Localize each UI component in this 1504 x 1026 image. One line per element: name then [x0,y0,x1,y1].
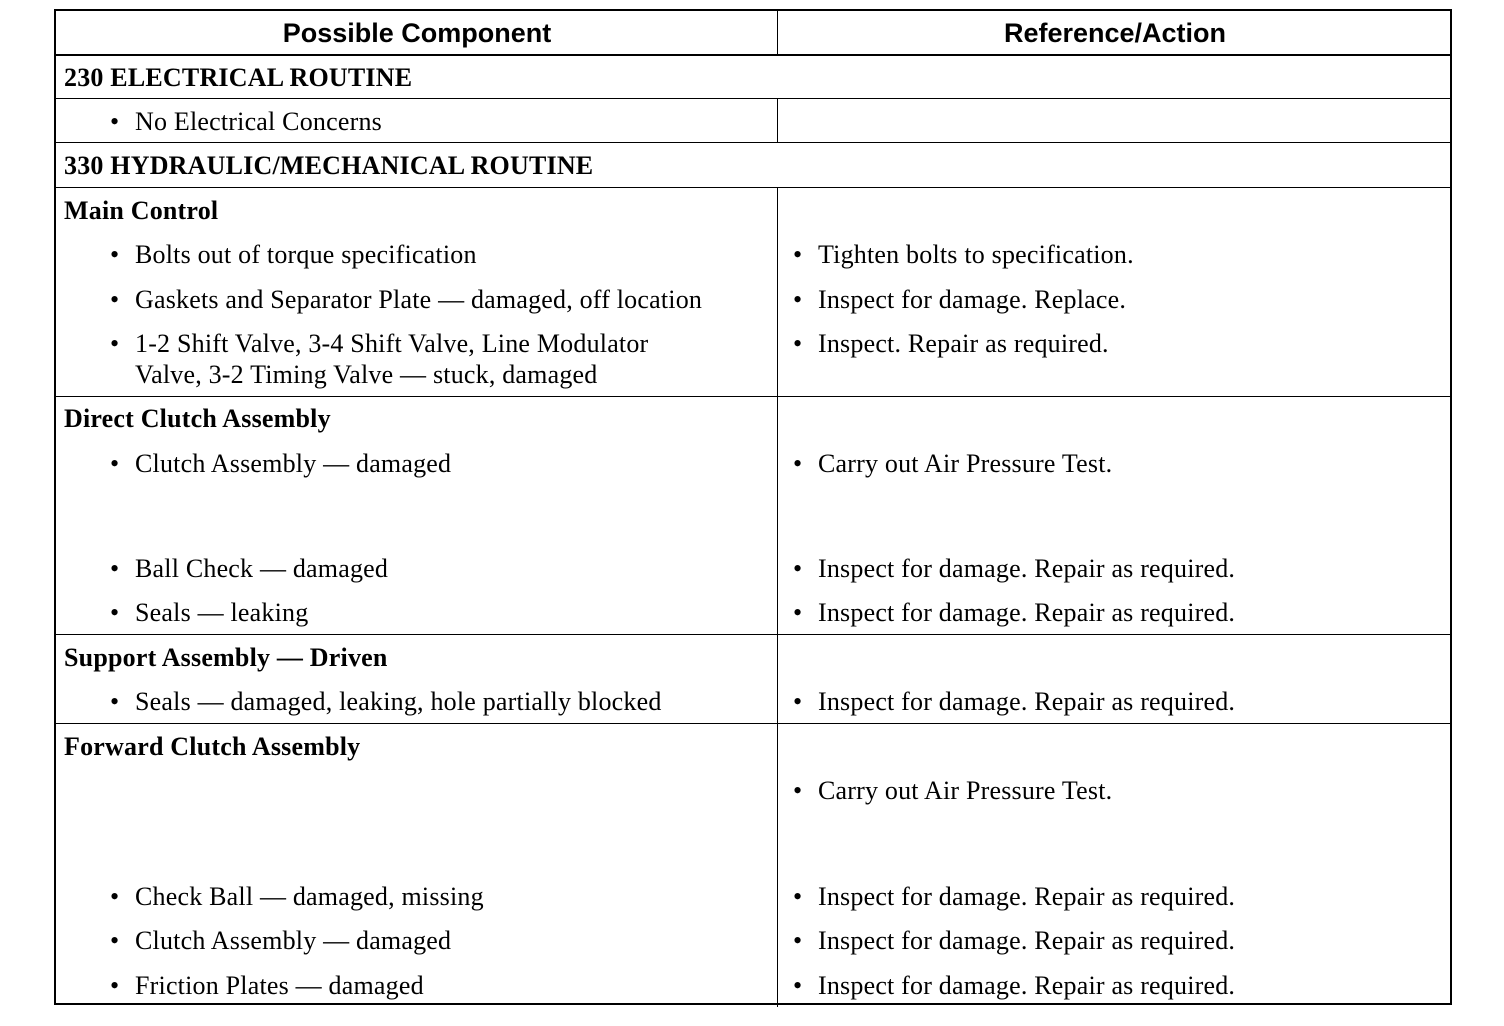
header-possible-component: Possible Component [282,18,552,48]
column-divider [777,99,778,143]
component-item: Seals — damaged, leaking, hole partially blocked [135,687,662,716]
diagnostic-table [54,9,1452,1005]
bullet: • [110,107,120,136]
column-divider [777,11,778,55]
action-item: Inspect for damage. Repair as required. [818,598,1236,627]
header-reference-action: Reference/Action [1003,18,1227,48]
action-item: Inspect for damage. Repair as required. [818,882,1236,911]
bullet: • [793,285,803,314]
group-title-support: Support Assembly — Driven [64,643,388,672]
bullet: • [793,776,803,805]
component-item: Clutch Assembly — damaged [135,926,452,955]
section-title-electrical: 230 ELECTRICAL ROUTINE [64,63,413,92]
component-item: Friction Plates — damaged [135,971,424,1000]
component-item: Ball Check — damaged [135,554,389,583]
bullet: • [110,598,120,627]
component-item: Gaskets and Separator Plate — damaged, off location [135,285,703,314]
action-item: Inspect. Repair as required. [818,329,1109,358]
component-item: No Electrical Concerns [135,107,382,136]
row-rule [56,187,1450,188]
bullet: • [793,971,803,1000]
row-rule [56,396,1450,397]
component-item: Seals — leaking [135,598,309,627]
bullet: • [110,882,120,911]
row-rule [56,142,1450,143]
row-rule [56,98,1450,99]
component-item-continuation: Valve, 3-2 Timing Valve — stuck, damaged [135,360,598,389]
action-item: Carry out Air Pressure Test. [818,776,1113,805]
component-item: Bolts out of torque specification [135,240,477,269]
bullet: • [793,598,803,627]
component-item: Clutch Assembly — damaged [135,449,452,478]
bullet: • [793,240,803,269]
bullet: • [110,449,120,478]
bullet: • [110,926,120,955]
bullet: • [793,926,803,955]
header-rule [56,54,1450,56]
bullet: • [110,329,120,358]
component-item: Check Ball — damaged, missing [135,882,484,911]
bullet: • [110,285,120,314]
bullet: • [793,329,803,358]
row-rule [56,634,1450,635]
column-divider [777,187,778,1007]
bullet: • [110,554,120,583]
section-title-hydraulic: 330 HYDRAULIC/MECHANICAL ROUTINE [64,151,594,180]
bullet: • [110,687,120,716]
action-item: Tighten bolts to specification. [818,240,1134,269]
bullet: • [793,554,803,583]
bullet: • [793,449,803,478]
row-rule [56,723,1450,724]
action-item: Inspect for damage. Repair as required. [818,687,1236,716]
group-title-forward-clutch: Forward Clutch Assembly [64,732,361,761]
group-title-main-control: Main Control [64,196,219,225]
action-item: Carry out Air Pressure Test. [818,449,1113,478]
action-item: Inspect for damage. Repair as required. [818,971,1236,1000]
action-item: Inspect for damage. Repair as required. [818,554,1236,583]
bullet: • [793,882,803,911]
bullet: • [793,687,803,716]
bullet: • [110,971,120,1000]
group-title-direct-clutch: Direct Clutch Assembly [64,404,331,433]
component-item: 1-2 Shift Valve, 3-4 Shift Valve, Line Modulator [135,329,649,358]
bullet: • [110,240,120,269]
action-item: Inspect for damage. Repair as required. [818,926,1236,955]
action-item: Inspect for damage. Replace. [818,285,1127,314]
